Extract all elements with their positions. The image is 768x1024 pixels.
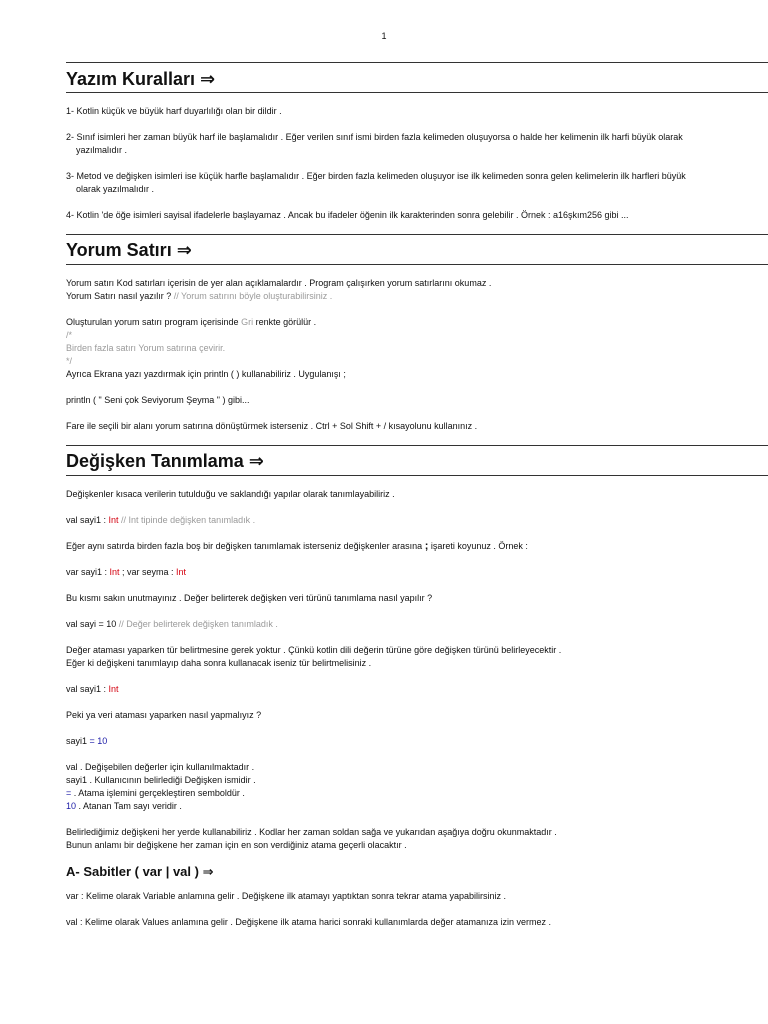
document-body — [66, 62, 768, 929]
page-number: 1 — [381, 31, 387, 41]
paragraph: Eğer aynı satırda birden fazla boş bir değişken tanımlamak isterseniz değişkenler arasına ; işareti koyunuz . Örnek : — [66, 540, 528, 552]
code-example: println ( " Seni çok Seviyorum Şeyma " ) gibi... — [66, 395, 250, 405]
paragraph: Ayrıca Ekrana yazı yazdırmak için println ( ) kullanabiliriz . Uygulanışı ; — [66, 369, 346, 379]
subsection-heading-sabitler: A- Sabitler ( var | val ) ⇒ — [66, 864, 214, 879]
code-example: val sayi1 : Int // Int tipinde değişken tanımladık . — [66, 515, 256, 525]
paragraph: Oluşturulan yorum satırı program içerisinde Gri renkte görülür . — [66, 317, 317, 327]
paragraph: Bu kısmı sakın unutmayınız . Değer belirterek değişken veri türünü tanımlama nasıl yapılır ? — [66, 593, 433, 603]
rule-item: 3- Metod ve değişken isimleri ise küçük harfle başlamalıdır . Eğer birden fazla kelimeden oluşuyor ise ilk kelimeden sonra gelen kelimelerin ilk harfleri büyük olarak yazılmalıdır . — [66, 171, 686, 194]
code-example: var sayi1 : Int ; var seyma : Int — [66, 567, 187, 577]
paragraph: Peki ya veri ataması yaparken nasıl yapmalıyız ? — [66, 710, 262, 720]
section-heading-yazim-kurallari: Yazım Kuralları ⇒ — [66, 69, 216, 89]
paragraph: val . Değişebilen değerler için kullanılmaktadır . — [66, 762, 255, 772]
paragraph: 10 . Atanan Tam sayı veridir . — [66, 801, 182, 811]
paragraph: var : Kelime olarak Variable anlamına gelir . Değişkene ilk atamayı yaptıktan sonra tekrar atama yapabilirsiniz . — [66, 891, 507, 901]
comment-open: /* — [66, 330, 73, 340]
section-heading-yorum-satiri: Yorum Satırı ⇒ — [66, 240, 192, 260]
code-example: val sayi1 : Int — [66, 684, 119, 694]
paragraph: Bunun anlamı bir değişkene her zaman için en son verdiğiniz atama geçerli olacaktır . — [66, 840, 407, 850]
rule-item: 2- Sınıf isimleri her zaman büyük harf ile başlamalıdır . Eğer verilen sınıf ismi birden fazla kelimeden oluşuyorsa o halde her kelimenin ilk harfi büyük olarak yazılmalıdır . — [66, 132, 683, 155]
rule-item: 1- Kotlin küçük ve büyük harf duyarlılığı olan bir dildir . — [66, 106, 282, 116]
paragraph: Yorum satırı Kod satırları içerisin de yer alan açıklamalardır . Program çalışırken yorum satırlarını okumaz . — [66, 278, 492, 288]
paragraph: Yorum Satırı nasıl yazılır ? // Yorum satırını böyle oluşturabilirsiniz . — [66, 291, 333, 301]
paragraph: Değer ataması yaparken tür belirtmesine gerek yoktur . Çünkü kotlin dili değerin türüne göre değişken türünü belirleyecektir . — [66, 645, 562, 655]
paragraph: Eğer ki değişkeni tanımlayıp daha sonra kullanacak iseniz tür belirtmelisiniz . — [66, 658, 372, 668]
rule-item: 4- Kotlin 'de öğe isimleri sayisal ifadelerle başlayamaz . Ancak bu ifadeler öğenin ilk karakterinden sonra gelebilir . Örnek : a16şkım256 gibi ... — [66, 210, 629, 220]
paragraph: sayi1 . Kullanıcının belirlediği Değişken ismidir . — [66, 775, 256, 785]
paragraph: Değişkenler kısaca verilerin tutulduğu ve saklandığı yapılar olarak tanımlayabiliriz . — [66, 489, 395, 499]
section-heading-degisken-tanimlama: Değişken Tanımlama ⇒ — [66, 451, 264, 471]
code-example: sayi1 = 10 — [66, 736, 108, 746]
paragraph: = . Atama işlemini gerçekleştiren semboldür . — [66, 788, 245, 798]
comment-example: // Yorum satırını böyle oluşturabilirsiniz . — [173, 291, 333, 301]
paragraph: Belirlediğimiz değişkeni her yerde kullanabiliriz . Kodlar her zaman soldan sağa ve yukarıdan aşağıya doğru okunmaktadır . — [66, 827, 557, 837]
comment-close: */ — [66, 356, 73, 366]
paragraph: Fare ile seçili bir alanı yorum satırına dönüştürmek isterseniz . Ctrl + Sol Shift + / kısayolunu kullanınız . — [66, 421, 478, 431]
code-example: val sayi = 10 // Değer belirterek değişken tanımladık . — [66, 619, 278, 629]
paragraph: val : Kelime olarak Values anlamına gelir . Değişkene ilk atama harici sonraki kullanımlarda değer atamanıza izin vermez . — [66, 917, 552, 927]
comment-body: Birden fazla satırı Yorum satırına çevirir. — [66, 343, 226, 353]
